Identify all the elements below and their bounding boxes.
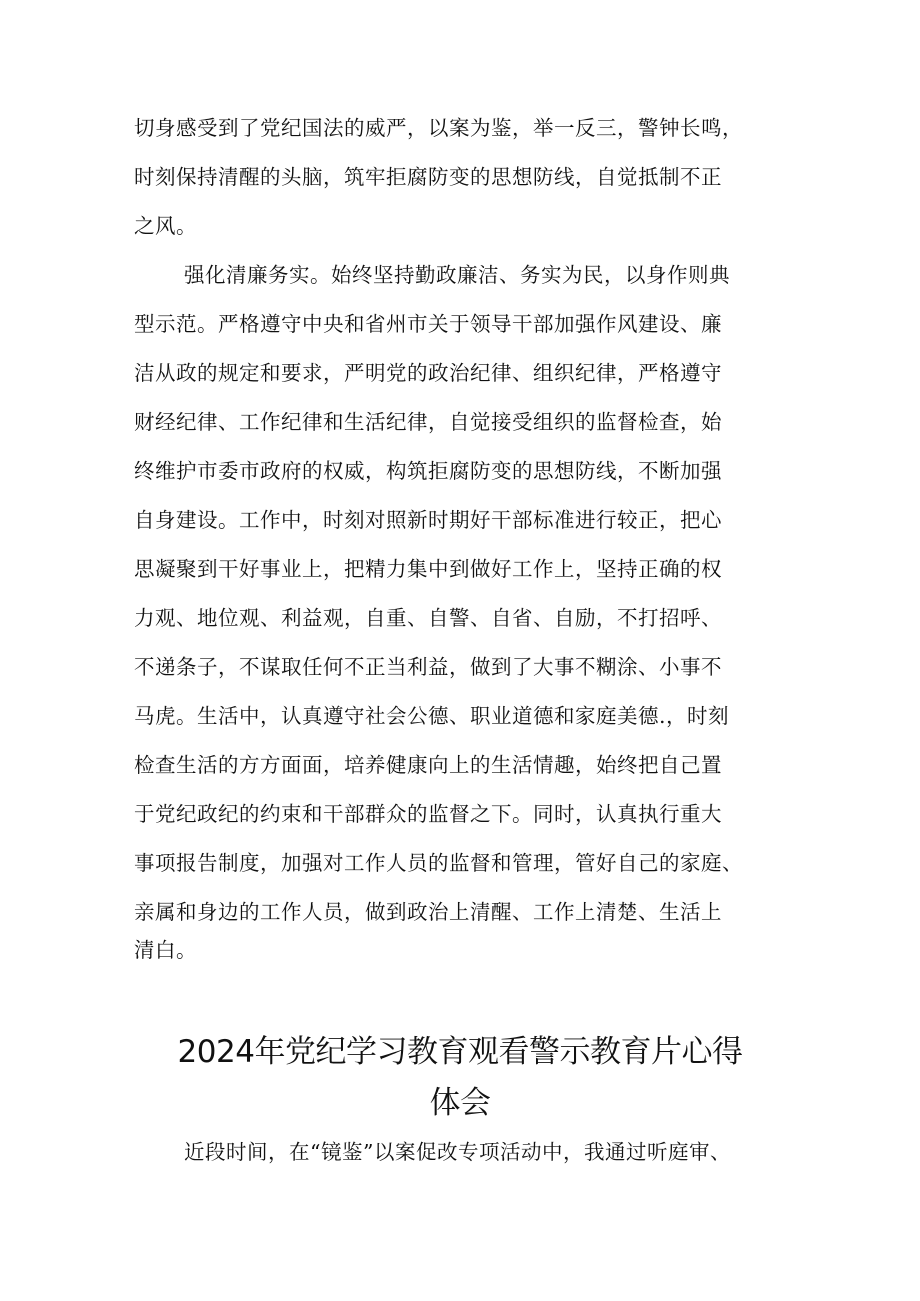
text-line: 强化清廉务实。始终坚持勤政廉洁、务实为民，以身作则典 <box>184 263 730 287</box>
text-line: 亲属和身边的工作人员，做到政治上清醒、工作上清楚、生活上 <box>134 900 722 924</box>
title-line-2: 体会 <box>429 1085 491 1121</box>
text-line: 时刻保持清醒的头脑，筑牢拒腐防变的思想防线，自觉抵制不正 <box>134 165 722 189</box>
text-line: 事项报告制度，加强对工作人员的监督和管理，管好自己的家庭、 <box>134 851 743 875</box>
text-line: 力观、地位观、利益观，自重、自警、自省、自励，不打招呼、 <box>134 606 722 630</box>
text-line: 不递条子，不谋取任何不正当利益，做到了大事不糊涂、小事不 <box>134 655 722 679</box>
text-line: 清白。 <box>134 938 197 962</box>
text-line: 型示范。严格遵守中央和省州市关于领导干部加强作风建设、廉 <box>134 312 722 336</box>
text-line: 终维护市委市政府的权威，构筑拒腐防变的思想防线，不断加强 <box>134 459 722 483</box>
text-line: 检查生活的方方面面，培养健康向上的生活情趣，始终把自己置 <box>134 753 722 777</box>
title-line-1: 2024年党纪学习教育观看警示教育片心得 <box>177 1034 743 1070</box>
text-line: 之风。 <box>134 214 197 238</box>
text-line: 近段时间，在“镜鉴”以案促改专项活动中，我通过听庭审、 <box>184 1140 731 1164</box>
text-line: 自身建设。工作中，时刻对照新时期好干部标准进行较正，把心 <box>134 508 722 532</box>
text-line: 马虎。生活中，认真遵守社会公德、职业道德和家庭美德.，时刻 <box>134 704 730 728</box>
text-line: 思凝聚到干好事业上，把精力集中到做好工作上，坚持正确的权 <box>134 557 722 581</box>
text-line: 洁从政的规定和要求，严明党的政治纪律、组织纪律，严格遵守 <box>134 361 722 385</box>
text-line: 于党纪政纪的约束和干部群众的监督之下。同时，认真执行重大 <box>134 802 722 826</box>
text-line: 切身感受到了党纪国法的威严，以案为鉴，举一反三，警钟长鸣， <box>134 116 743 140</box>
text-line: 财经纪律、工作纪律和生活纪律，自觉接受组织的监督检查，始 <box>134 410 722 434</box>
